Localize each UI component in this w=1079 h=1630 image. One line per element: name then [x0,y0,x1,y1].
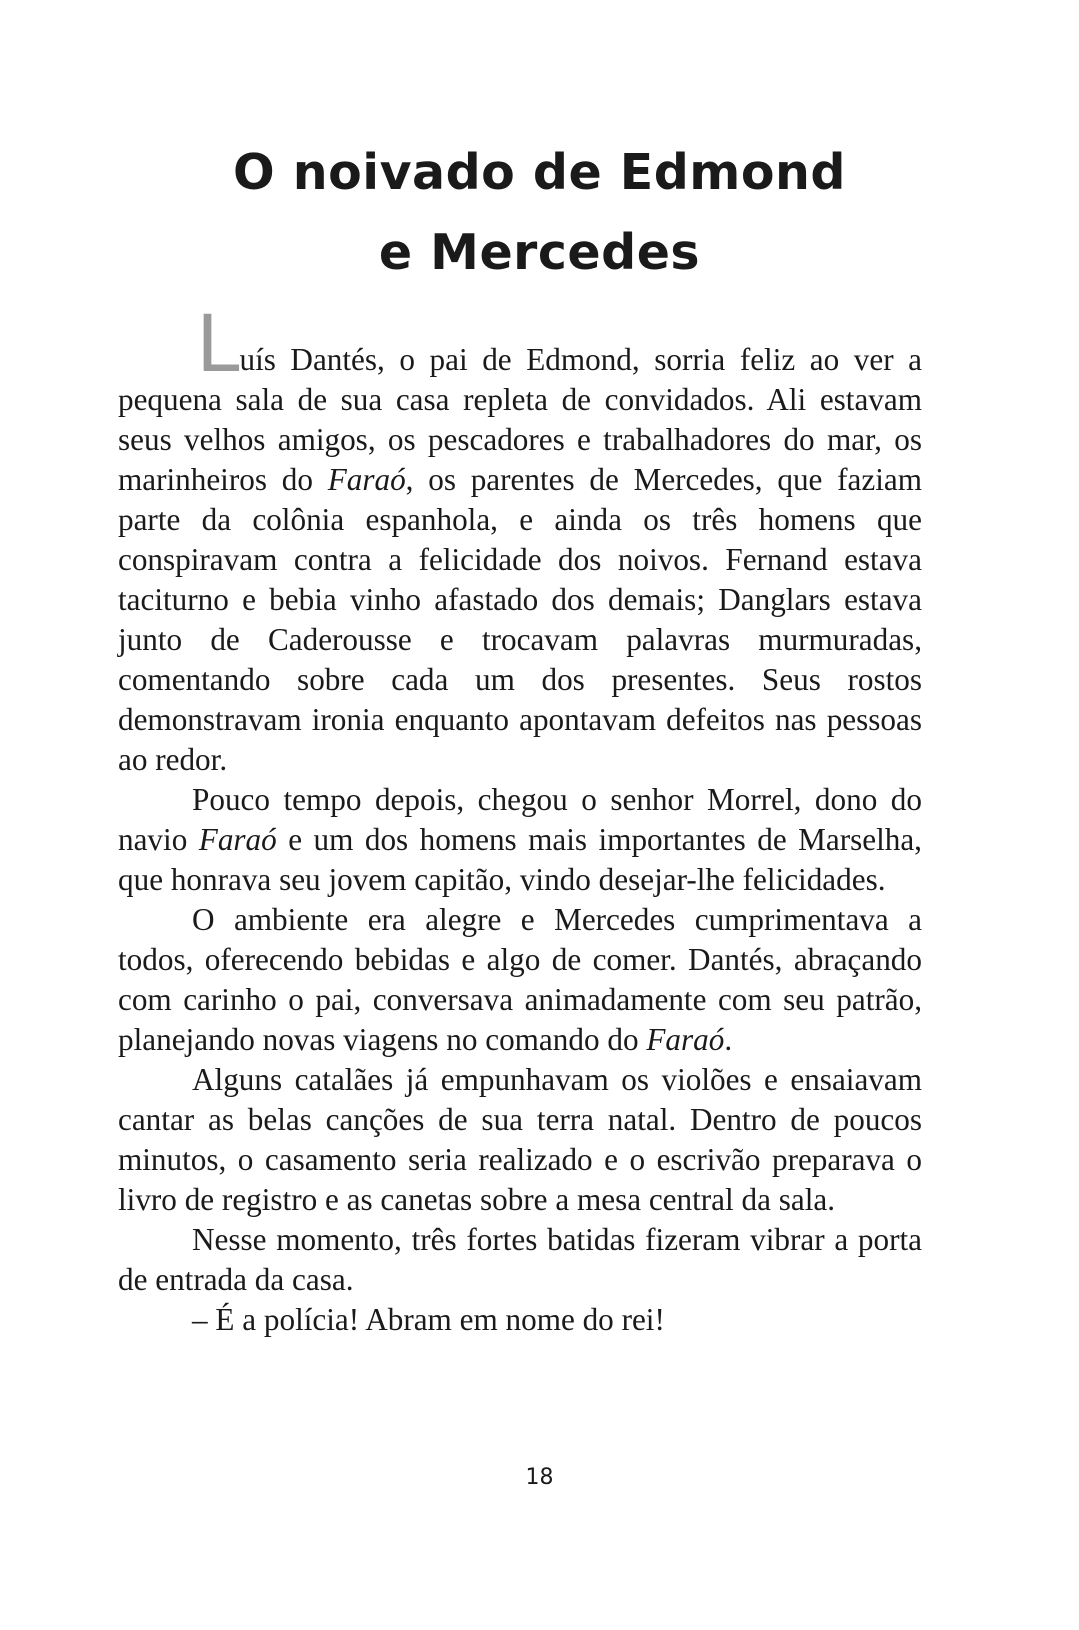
page-number: 18 [525,1465,554,1490]
paragraph-2-text-end: e um dos homens mais importantes de Marselha, que honrava seu jovem capitão, vindo desejar-lhe felicidades. [118,822,922,897]
paragraph-1 [118,300,922,780]
paragraph-5: Nesse momento, três fortes batidas fizeram vibrar a porta de entrada da casa. [118,1222,922,1297]
drop-cap: L [196,300,240,390]
paragraph-2 [118,780,922,900]
paragraph-2-text: Pouco tempo depois, chegou o senhor Morrel, dono do navio [118,782,922,857]
paragraph-3-text: O ambiente era alegre e Mercedes cumprimentava a todos, oferecendo bebidas e algo de comer. Dantés, abraçando com carinho o pai, conversava animadamente com seu patrão, planejando novas viagens no comando do [118,902,922,1057]
chapter-title [0,133,1079,293]
ship-name: Faraó [646,1022,725,1057]
chapter-title-line-2: e Mercedes [378,223,701,281]
chapter-body [118,300,922,1340]
paragraph-4: Alguns catalães já empunhavam os violões e ensaiavam cantar as belas canções de sua terra natal. Dentro de poucos minutos, o casamento seria realizado e o escrivão preparava o livro de registro e as canetas sobre a mesa central da sala. [118,1062,922,1217]
paragraph-1-text: uís Dantés, o pai de Edmond, sorria feliz ao ver a pequena sala de sua casa repleta de convidados. Ali estavam seus velhos amigos, os pescadores e trabalhadores do mar, os marinheiros do [118,342,922,497]
ship-name: Faraó [198,822,277,857]
ship-name: Faraó [327,462,406,497]
dialogue-line: – É a polícia! Abram em nome do rei! [192,1302,665,1337]
paragraph-3-text-end: . [724,1022,733,1057]
paragraph-3 [118,900,922,1060]
chapter-title-line-1: O noivado de Edmond [233,143,846,201]
paragraph-1-text-end: , os parentes de Mercedes, que faziam parte da colônia espanhola, e ainda os três homens que conspiravam contra a felicidade dos noivos. Fernand estava taciturno e bebia vinho afastado dos demais; Danglars estava junto de Caderousse e trocavam palavras murmuradas, comentando sobre cada um dos presentes. Seus rostos demonstravam ironia enquanto apontavam defeitos nas pessoas ao redor. [118,462,922,777]
